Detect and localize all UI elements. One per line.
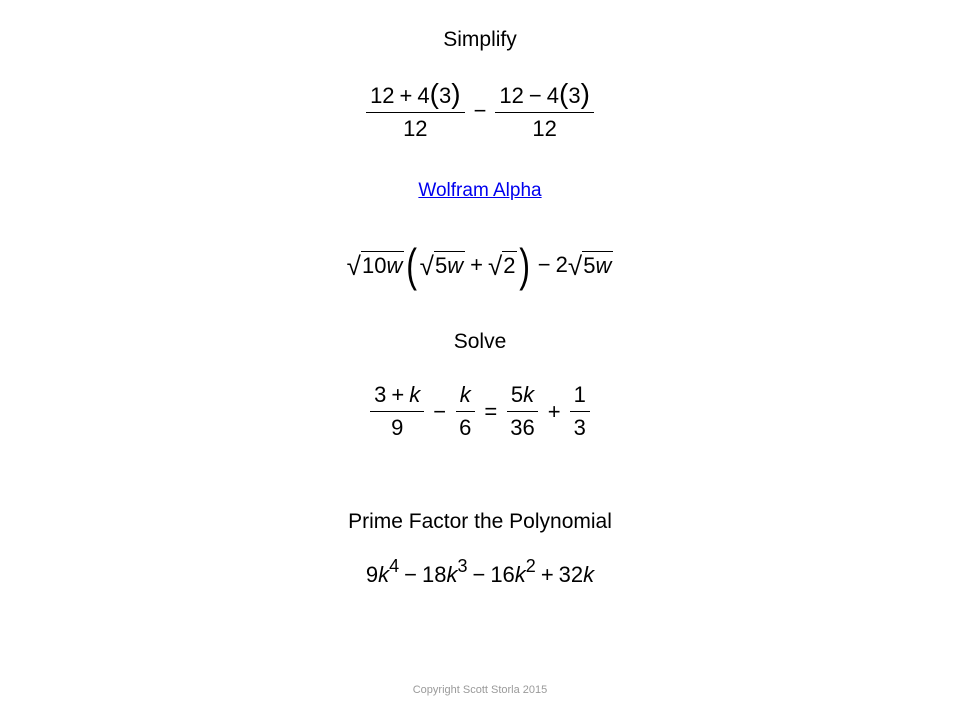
simplify-heading: Simplify <box>443 28 517 51</box>
copyright-text: Copyright Scott Storla 2015 <box>412 684 548 696</box>
solve-heading: Solve <box>453 330 507 353</box>
wolfram-alpha-link[interactable]: Wolfram Alpha <box>418 180 542 201</box>
radical-expression: √ 10w ( √ 5w + √ 2 ) − 2 √ 5w <box>346 239 612 291</box>
fraction-left: $\frac{12 + 4(3)}{12}$ <box>366 80 465 142</box>
fraction-right: $\frac{12 - 4(3)}{12}$ <box>495 80 594 142</box>
equation-expression: $\frac{3 + k}{9}$ − $\frac{k}{6}$ = $\frac{5k}{36}$ + $\frac{1}{3}$ <box>0 382 960 441</box>
factor-heading: Prime Factor the Polynomial <box>348 510 612 533</box>
wolfram-alpha-link-row <box>0 180 960 202</box>
simplify-expression: $\frac{12 + 4(3)}{12}$ − $\frac{12 - 4(3)}{12}$ <box>0 80 960 142</box>
polynomial-expression: $9k^4$ − $18k^3$ − $16k^2$ + 32k <box>365 555 595 587</box>
